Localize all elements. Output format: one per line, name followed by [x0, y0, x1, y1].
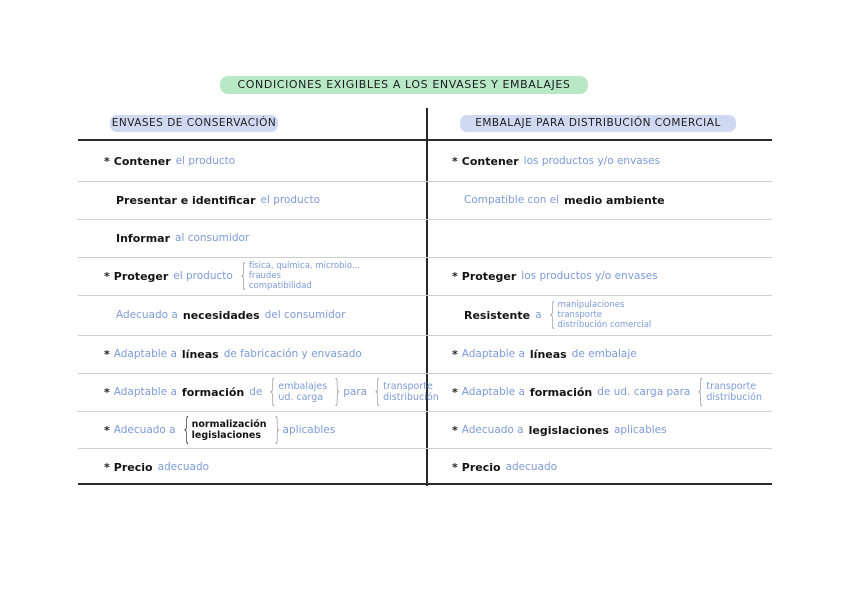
formation-list	[278, 381, 327, 403]
note: Adaptable a	[113, 386, 177, 398]
right-row-adecuado-legislaciones	[452, 411, 667, 449]
list-item: legislaciones	[191, 430, 261, 441]
left-row-contener	[104, 142, 235, 180]
right-row-compatible	[464, 181, 665, 219]
note: Adecuado a	[461, 424, 524, 436]
note: Compatible con el	[464, 194, 560, 206]
note: el producto	[175, 155, 236, 167]
resistance-list	[558, 300, 652, 330]
note: el producto	[260, 194, 321, 206]
brace: }	[272, 412, 282, 447]
keyword: líneas	[181, 347, 219, 361]
right-row-precio	[452, 448, 557, 486]
protection-list	[249, 261, 360, 291]
list-item: compatibilidad	[248, 281, 312, 291]
list-item: ud. carga	[278, 392, 324, 403]
right-row-contener	[452, 142, 660, 180]
norms-list	[192, 419, 267, 441]
note: aplicables	[282, 424, 336, 436]
brace: }	[333, 374, 343, 409]
note: al consumidor	[175, 232, 250, 244]
note: de ud. carga para	[597, 386, 691, 398]
note: de	[249, 386, 263, 398]
left-column-header: ENVASES DE CONSERVACIÓN	[110, 115, 278, 132]
star-mark: *	[452, 460, 458, 474]
keyword: Presentar e identificar	[116, 193, 256, 207]
keyword: legislaciones	[528, 423, 609, 437]
star-mark: *	[104, 423, 110, 437]
list-item: transporte	[557, 310, 603, 320]
star-mark: *	[104, 347, 110, 361]
note: Adecuado a	[113, 424, 176, 436]
note: del consumidor	[264, 309, 346, 321]
note: a	[535, 309, 542, 321]
keyword: Precio	[461, 460, 501, 474]
brace: {	[268, 374, 278, 409]
list-item: normalización	[191, 419, 267, 430]
star-mark: *	[104, 269, 110, 283]
keyword: Proteger	[113, 269, 169, 283]
keyword: Resistente	[464, 308, 531, 322]
keyword: medio ambiente	[564, 193, 665, 207]
note: Adaptable a	[461, 348, 525, 360]
brace: {	[547, 297, 557, 332]
brace: {	[239, 258, 248, 293]
note: adecuado	[157, 461, 210, 473]
star-mark: *	[452, 269, 458, 283]
brace: {	[373, 374, 382, 409]
list-item: transporte	[383, 381, 433, 392]
left-row-adaptable-lineas	[104, 335, 362, 373]
header-rule	[78, 139, 772, 141]
left-row-adecuado-necesidades	[116, 296, 346, 334]
left-row-informar	[116, 219, 249, 257]
note: Adaptable a	[113, 348, 177, 360]
column-divider	[426, 108, 428, 486]
right-row-proteger	[452, 257, 658, 295]
star-mark: *	[452, 423, 458, 437]
note: el producto	[173, 270, 233, 282]
brace: {	[181, 412, 191, 447]
keyword: Contener	[461, 154, 519, 168]
keyword: Informar	[116, 231, 171, 245]
page-title: CONDICIONES EXIGIBLES A LOS ENVASES Y EMBALAJES	[220, 76, 588, 94]
brace: {	[696, 374, 706, 409]
keyword: líneas	[529, 347, 567, 361]
list-item: fraudes	[248, 271, 281, 281]
note: los productos y/o envases	[523, 155, 661, 167]
right-row-adaptable-formacion	[452, 373, 762, 411]
purpose-list	[383, 381, 439, 403]
keyword: formación	[181, 385, 245, 399]
star-mark: *	[104, 385, 110, 399]
star-mark: *	[452, 154, 458, 168]
star-mark: *	[104, 154, 110, 168]
right-column-header: EMBALAJE PARA DISTRIBUCIÓN COMERCIAL	[460, 115, 736, 132]
list-item: embalajes	[278, 381, 328, 392]
list-item: distribución comercial	[557, 320, 652, 330]
right-row-adaptable-lineas	[452, 335, 637, 373]
note: de embalaje	[571, 348, 637, 360]
keyword: Contener	[113, 154, 171, 168]
list-item: transporte	[706, 381, 757, 392]
note: adecuado	[505, 461, 558, 473]
keyword: Proteger	[461, 269, 517, 283]
list-item: distribución	[383, 392, 439, 403]
note: aplicables	[613, 424, 667, 436]
keyword: formación	[529, 385, 593, 399]
left-row-adecuado-normas	[104, 411, 335, 449]
keyword: Precio	[113, 460, 153, 474]
star-mark: *	[104, 460, 110, 474]
list-item: física, química, microbio...	[248, 261, 361, 271]
left-row-presentar	[116, 181, 320, 219]
note: para	[343, 386, 368, 398]
note: de fabricación y envasado	[223, 348, 362, 360]
note: Adecuado a	[116, 309, 178, 321]
left-row-precio	[104, 448, 209, 486]
purpose-list	[706, 381, 762, 403]
left-row-adaptable-formacion	[104, 373, 439, 411]
star-mark: *	[452, 385, 458, 399]
left-row-proteger	[104, 257, 360, 295]
keyword: necesidades	[182, 308, 260, 322]
note: los productos y/o envases	[521, 270, 658, 282]
star-mark: *	[452, 347, 458, 361]
list-item: distribución	[706, 392, 762, 403]
note: Adaptable a	[461, 386, 525, 398]
list-item: manipulaciones	[557, 300, 625, 310]
right-row-resistente	[464, 296, 651, 334]
